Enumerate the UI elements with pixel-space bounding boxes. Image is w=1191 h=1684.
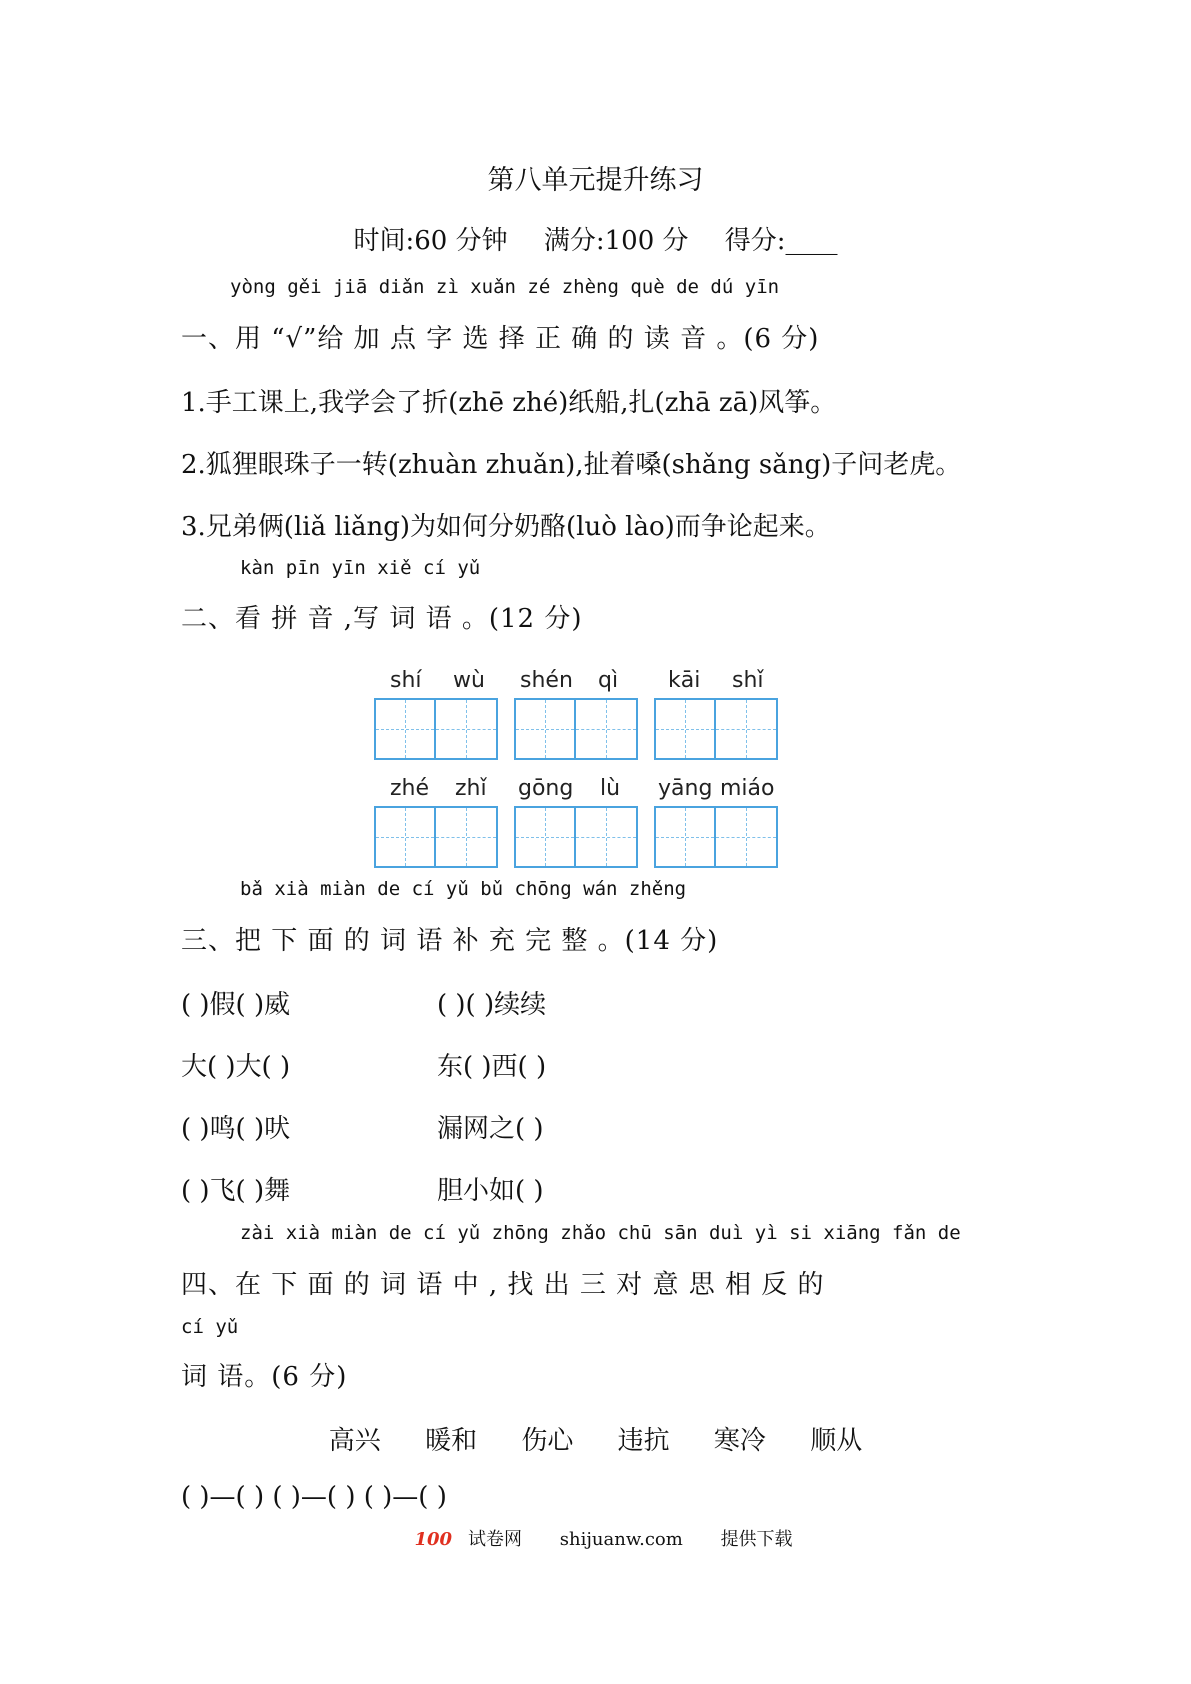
grid-pinyin: kāi <box>668 668 701 693</box>
q1-item-3: 3.兄弟俩(liǎ liǎng)为如何分奶酪(luò lào)而争论起来。 <box>181 512 831 542</box>
writing-grid[interactable] <box>374 806 498 868</box>
q4-pinyin-2: cí yǔ <box>181 1316 239 1338</box>
q2-heading: 二、看 拼 音 ,写 词 语 。(12 分) <box>181 604 583 634</box>
writing-grid[interactable] <box>654 698 778 760</box>
time-limit: 时间:60 分钟 <box>353 226 508 256</box>
grid-pinyin: shǐ <box>732 668 764 693</box>
q3-blank-b4: 胆小如( ) <box>437 1176 544 1206</box>
q1-pinyin: yòng gěi jiā diǎn zì xuǎn zé zhèng què de dú yīn <box>230 276 780 298</box>
grid-pinyin: qì <box>598 668 619 693</box>
footer <box>0 1525 1191 1551</box>
q3-blank-a2: 大( )大( ) <box>181 1052 291 1082</box>
exam-meta <box>0 220 1191 257</box>
grid-pinyin: lù <box>600 776 621 801</box>
q3-blank-a1: ( )假( )威 <box>181 990 291 1020</box>
q3-heading: 三、把 下 面 的 词 语 补 充 完 整 。(14 分) <box>181 926 719 956</box>
q4-heading: 四、在 下 面 的 词 语 中 , 找 出 三 对 意 思 相 反 的 <box>181 1270 825 1300</box>
word-bank <box>0 1420 1191 1457</box>
download-note: 提供下载 <box>720 1529 793 1550</box>
q2-pinyin: kàn pīn yīn xiě cí yǔ <box>240 557 481 579</box>
word: 伤心 <box>521 1426 574 1456</box>
page-title: 第八单元提升练习 <box>487 165 704 196</box>
q3-blank-b3: 漏网之( ) <box>437 1114 544 1144</box>
q3-blank-b1: ( )( )续续 <box>437 990 547 1020</box>
grid-pinyin: wù <box>453 668 485 693</box>
q4-pinyin: zài xià miàn de cí yǔ zhōng zhǎo chū sān duì yì si xiāng fǎn de <box>240 1222 961 1244</box>
grid-pinyin: gōng <box>518 776 574 801</box>
site-url: shijuanw.com <box>559 1529 683 1550</box>
word: 暖和 <box>425 1426 478 1456</box>
grid-pinyin: yāng <box>658 776 713 801</box>
word: 顺从 <box>810 1426 863 1456</box>
writing-grid[interactable] <box>374 698 498 760</box>
site-name: 试卷网 <box>468 1529 523 1550</box>
score-blank: 得分:____ <box>724 226 838 256</box>
q1-item-2: 2.狐狸眼珠子一转(zhuàn zhuǎn),扯着嗓(shǎng sǎng)子问老虎。 <box>181 450 962 480</box>
grid-pinyin: shén <box>520 668 573 693</box>
full-score: 满分:100 分 <box>543 226 689 256</box>
q3-blank-a4: ( )飞( )舞 <box>181 1176 291 1206</box>
q3-blank-b2: 东( )西( ) <box>437 1052 547 1082</box>
writing-grid[interactable] <box>514 806 638 868</box>
word: 高兴 <box>328 1426 381 1456</box>
q4-heading-2: 词 语。(6 分) <box>181 1362 348 1392</box>
word: 违抗 <box>617 1426 670 1456</box>
site-logo: 100 <box>414 1529 453 1550</box>
writing-grid[interactable] <box>654 806 778 868</box>
q1-heading: 一、用 “√”给 加 点 字 选 择 正 确 的 读 音 。(6 分) <box>181 324 820 354</box>
writing-grid[interactable] <box>514 698 638 760</box>
grid-pinyin: zhǐ <box>455 776 487 801</box>
q1-item-1: 1.手工课上,我学会了折(zhē zhé)纸船,扎(zhā zā)风筝。 <box>181 388 837 418</box>
q3-pinyin: bǎ xià miàn de cí yǔ bǔ chōng wán zhěng <box>240 878 687 900</box>
grid-pinyin: miáo <box>720 776 775 801</box>
q3-blank-a3: ( )鸣( )吠 <box>181 1114 291 1144</box>
grid-pinyin: zhé <box>390 776 430 801</box>
grid-pinyin: shí <box>390 668 422 693</box>
word: 寒冷 <box>713 1426 766 1456</box>
answer-blanks: ( )—( ) ( )—( ) ( )—( ) <box>181 1482 447 1512</box>
